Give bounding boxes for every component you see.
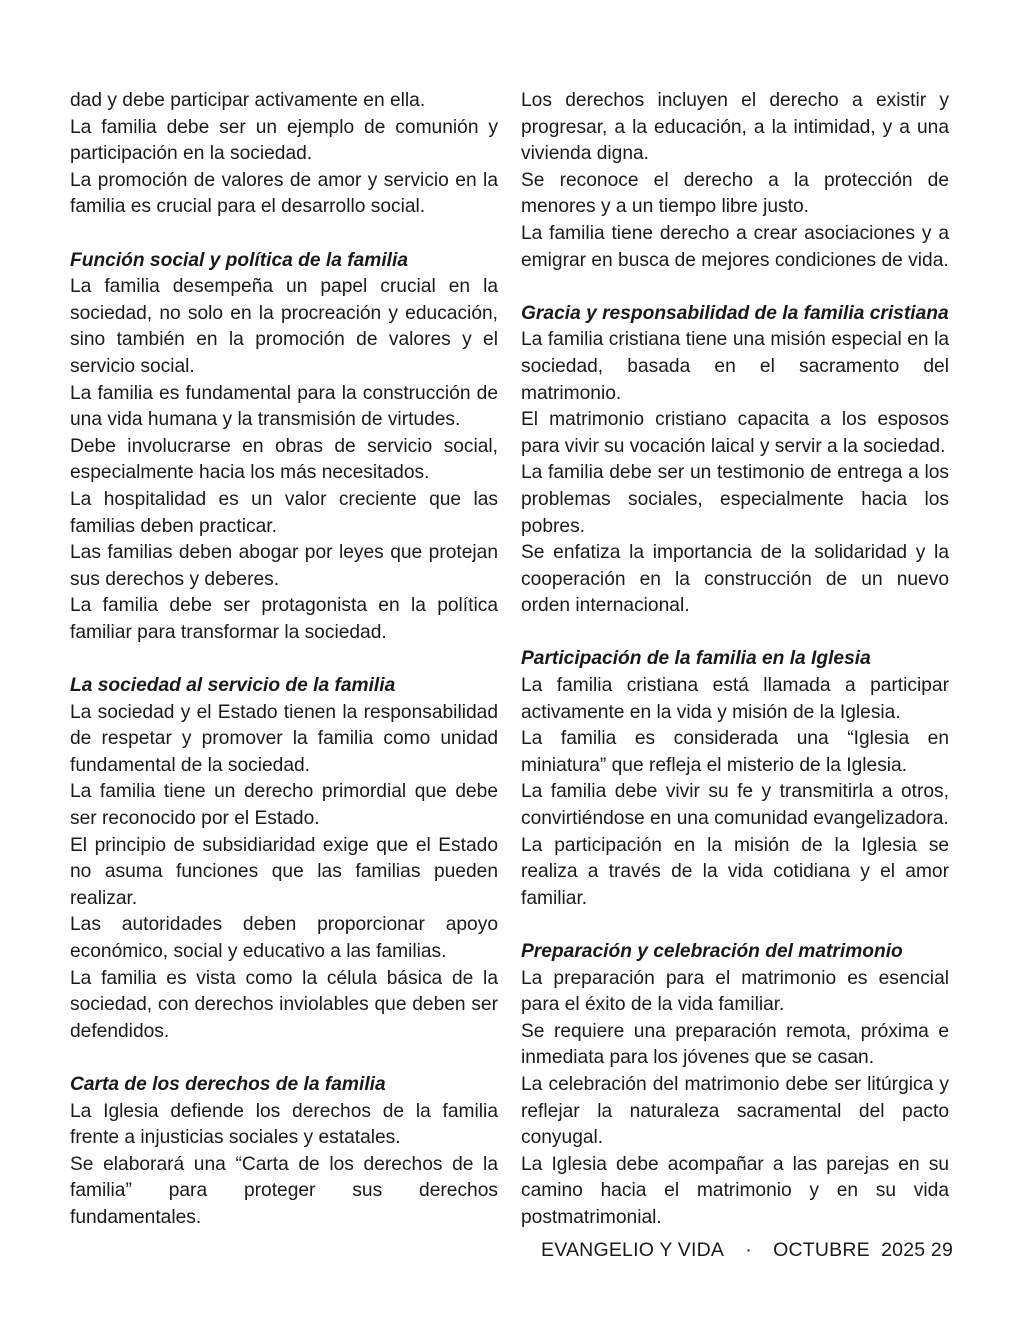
body-paragraph: La familia debe ser un testimonio de entrega a los problemas sociales, especialmente hacia los pobres. xyxy=(521,462,949,537)
body-paragraph: La familia es vista como la célula básica de la sociedad, con derechos inviolables que deben ser defendidos. xyxy=(70,967,498,1042)
article-section xyxy=(70,248,498,647)
body-paragraph: Se enfatiza la importancia de la solidaridad y la cooperación en la construcción de un nuevo orden internacional. xyxy=(521,542,949,617)
body-paragraph: Debe involucrarse en obras de servicio social, especialmente hacia los más necesitados. xyxy=(70,435,498,484)
section-heading: La sociedad al servicio de la familia xyxy=(70,675,396,697)
body-paragraph: Las familias deben abogar por leyes que protejan sus derechos y deberes. xyxy=(70,542,498,590)
body-paragraph: Las autoridades deben proporcionar apoyo económico, social y educativo a las familias. xyxy=(70,914,498,962)
section-heading: Participación de la familia en la Iglesia xyxy=(521,648,871,670)
footer-separator: · xyxy=(745,1239,752,1261)
article-section xyxy=(70,673,498,1045)
right-column xyxy=(521,88,949,1232)
body-paragraph: Se reconoce el derecho a la protección de menores y a un tiempo libre justo. xyxy=(521,169,949,218)
body-paragraph: La Iglesia debe acompañar a las parejas en su camino hacia el matrimonio y en su vida postmatrimonial. xyxy=(521,1153,949,1228)
body-paragraph: La preparación para el matrimonio es esencial para el éxito de la vida familiar. xyxy=(521,967,949,1016)
body-paragraph: La familia debe ser protagonista en la política familiar para transformar la sociedad. xyxy=(70,595,498,643)
body-paragraph: Los derechos incluyen el derecho a existir y progresar, a la educación, a la intimidad, y a una vivienda digna. xyxy=(521,90,949,165)
section-heading: Preparación y celebración del matrimonio xyxy=(521,941,903,962)
body-paragraph: La promoción de valores de amor y servicio en la familia es crucial para el desarrollo social. xyxy=(70,169,498,218)
body-paragraph: La familia es considerada una “Iglesia en miniatura” que refleja el misterio de la Iglesia. xyxy=(521,728,949,776)
section-heading: Gracia y responsabilidad de la familia cristiana xyxy=(521,302,949,324)
body-paragraph: La familia cristiana está llamada a participar activamente en la vida y misión de la Iglesia. xyxy=(521,675,949,723)
article-section xyxy=(70,88,498,221)
article-section xyxy=(521,939,949,1232)
body-paragraph: El principio de subsidiaridad exige que el Estado no asuma funciones que las familias pueden realizar. xyxy=(70,834,498,909)
article-section xyxy=(521,646,949,912)
page-number: 29 xyxy=(930,1239,953,1261)
page-footer xyxy=(541,1237,953,1263)
body-paragraph: La familia tiene un derecho primordial que debe ser reconocido por el Estado. xyxy=(70,781,498,830)
footer-issue-group xyxy=(773,1237,953,1263)
left-column xyxy=(70,88,498,1232)
article-section xyxy=(521,301,949,620)
body-paragraph: La familia es fundamental para la construcción de una vida humana y la transmisión de virtudes. xyxy=(70,382,498,431)
body-paragraph: La familia desempeña un papel crucial en la sociedad, no solo en la procreación y educación, sino también en la promoción de valores y el servicio social. xyxy=(70,276,498,377)
body-paragraph: dad y debe participar activamente en ella. xyxy=(70,90,426,111)
body-paragraph: La celebración del matrimonio debe ser litúrgica y reflejar la naturaleza sacramental del pacto conyugal. xyxy=(521,1073,949,1149)
body-paragraph: La sociedad y el Estado tienen la responsabilidad de respetar y promover la familia como unidad fundamental de la sociedad. xyxy=(70,701,498,776)
body-paragraph: Se elaborará una “Carta de los derechos de la familia” para proteger sus derechos fundamentales. xyxy=(70,1153,498,1228)
body-paragraph: La hospitalidad es un valor creciente que las familias deben practicar. xyxy=(70,488,498,537)
footer-publication: EVANGELIO Y VIDA xyxy=(541,1239,725,1261)
footer-issue: OCTUBRE 2025 xyxy=(773,1239,926,1261)
body-paragraph: La familia tiene derecho a crear asociaciones y a emigrar en busca de mejores condiciones de vida. xyxy=(521,222,949,271)
body-paragraph: La familia debe vivir su fe y transmitirla a otros, convirtiéndose en una comunidad evangelizadora. xyxy=(521,781,949,830)
article-section xyxy=(521,88,949,274)
article-section xyxy=(70,1072,498,1232)
body-paragraph: El matrimonio cristiano capacita a los esposos para vivir su vocación laical y servir a la sociedad. xyxy=(521,409,949,457)
body-paragraph: La familia cristiana tiene una misión especial en la sociedad, basada en el sacramento del matrimonio. xyxy=(521,329,949,404)
body-paragraph: La Iglesia defiende los derechos de la familia frente a injusticias sociales y estatales. xyxy=(70,1100,498,1149)
section-heading: Carta de los derechos de la familia xyxy=(70,1073,386,1095)
body-paragraph: La participación en la misión de la Iglesia se realiza a través de la vida cotidiana y el amor familiar. xyxy=(521,834,949,909)
body-paragraph: Se requiere una preparación remota, próxima e inmediata para los jóvenes que se casan. xyxy=(521,1020,949,1069)
body-paragraph: La familia debe ser un ejemplo de comunión y participación en la sociedad. xyxy=(70,116,498,165)
section-heading: Función social y política de la familia xyxy=(70,249,409,271)
